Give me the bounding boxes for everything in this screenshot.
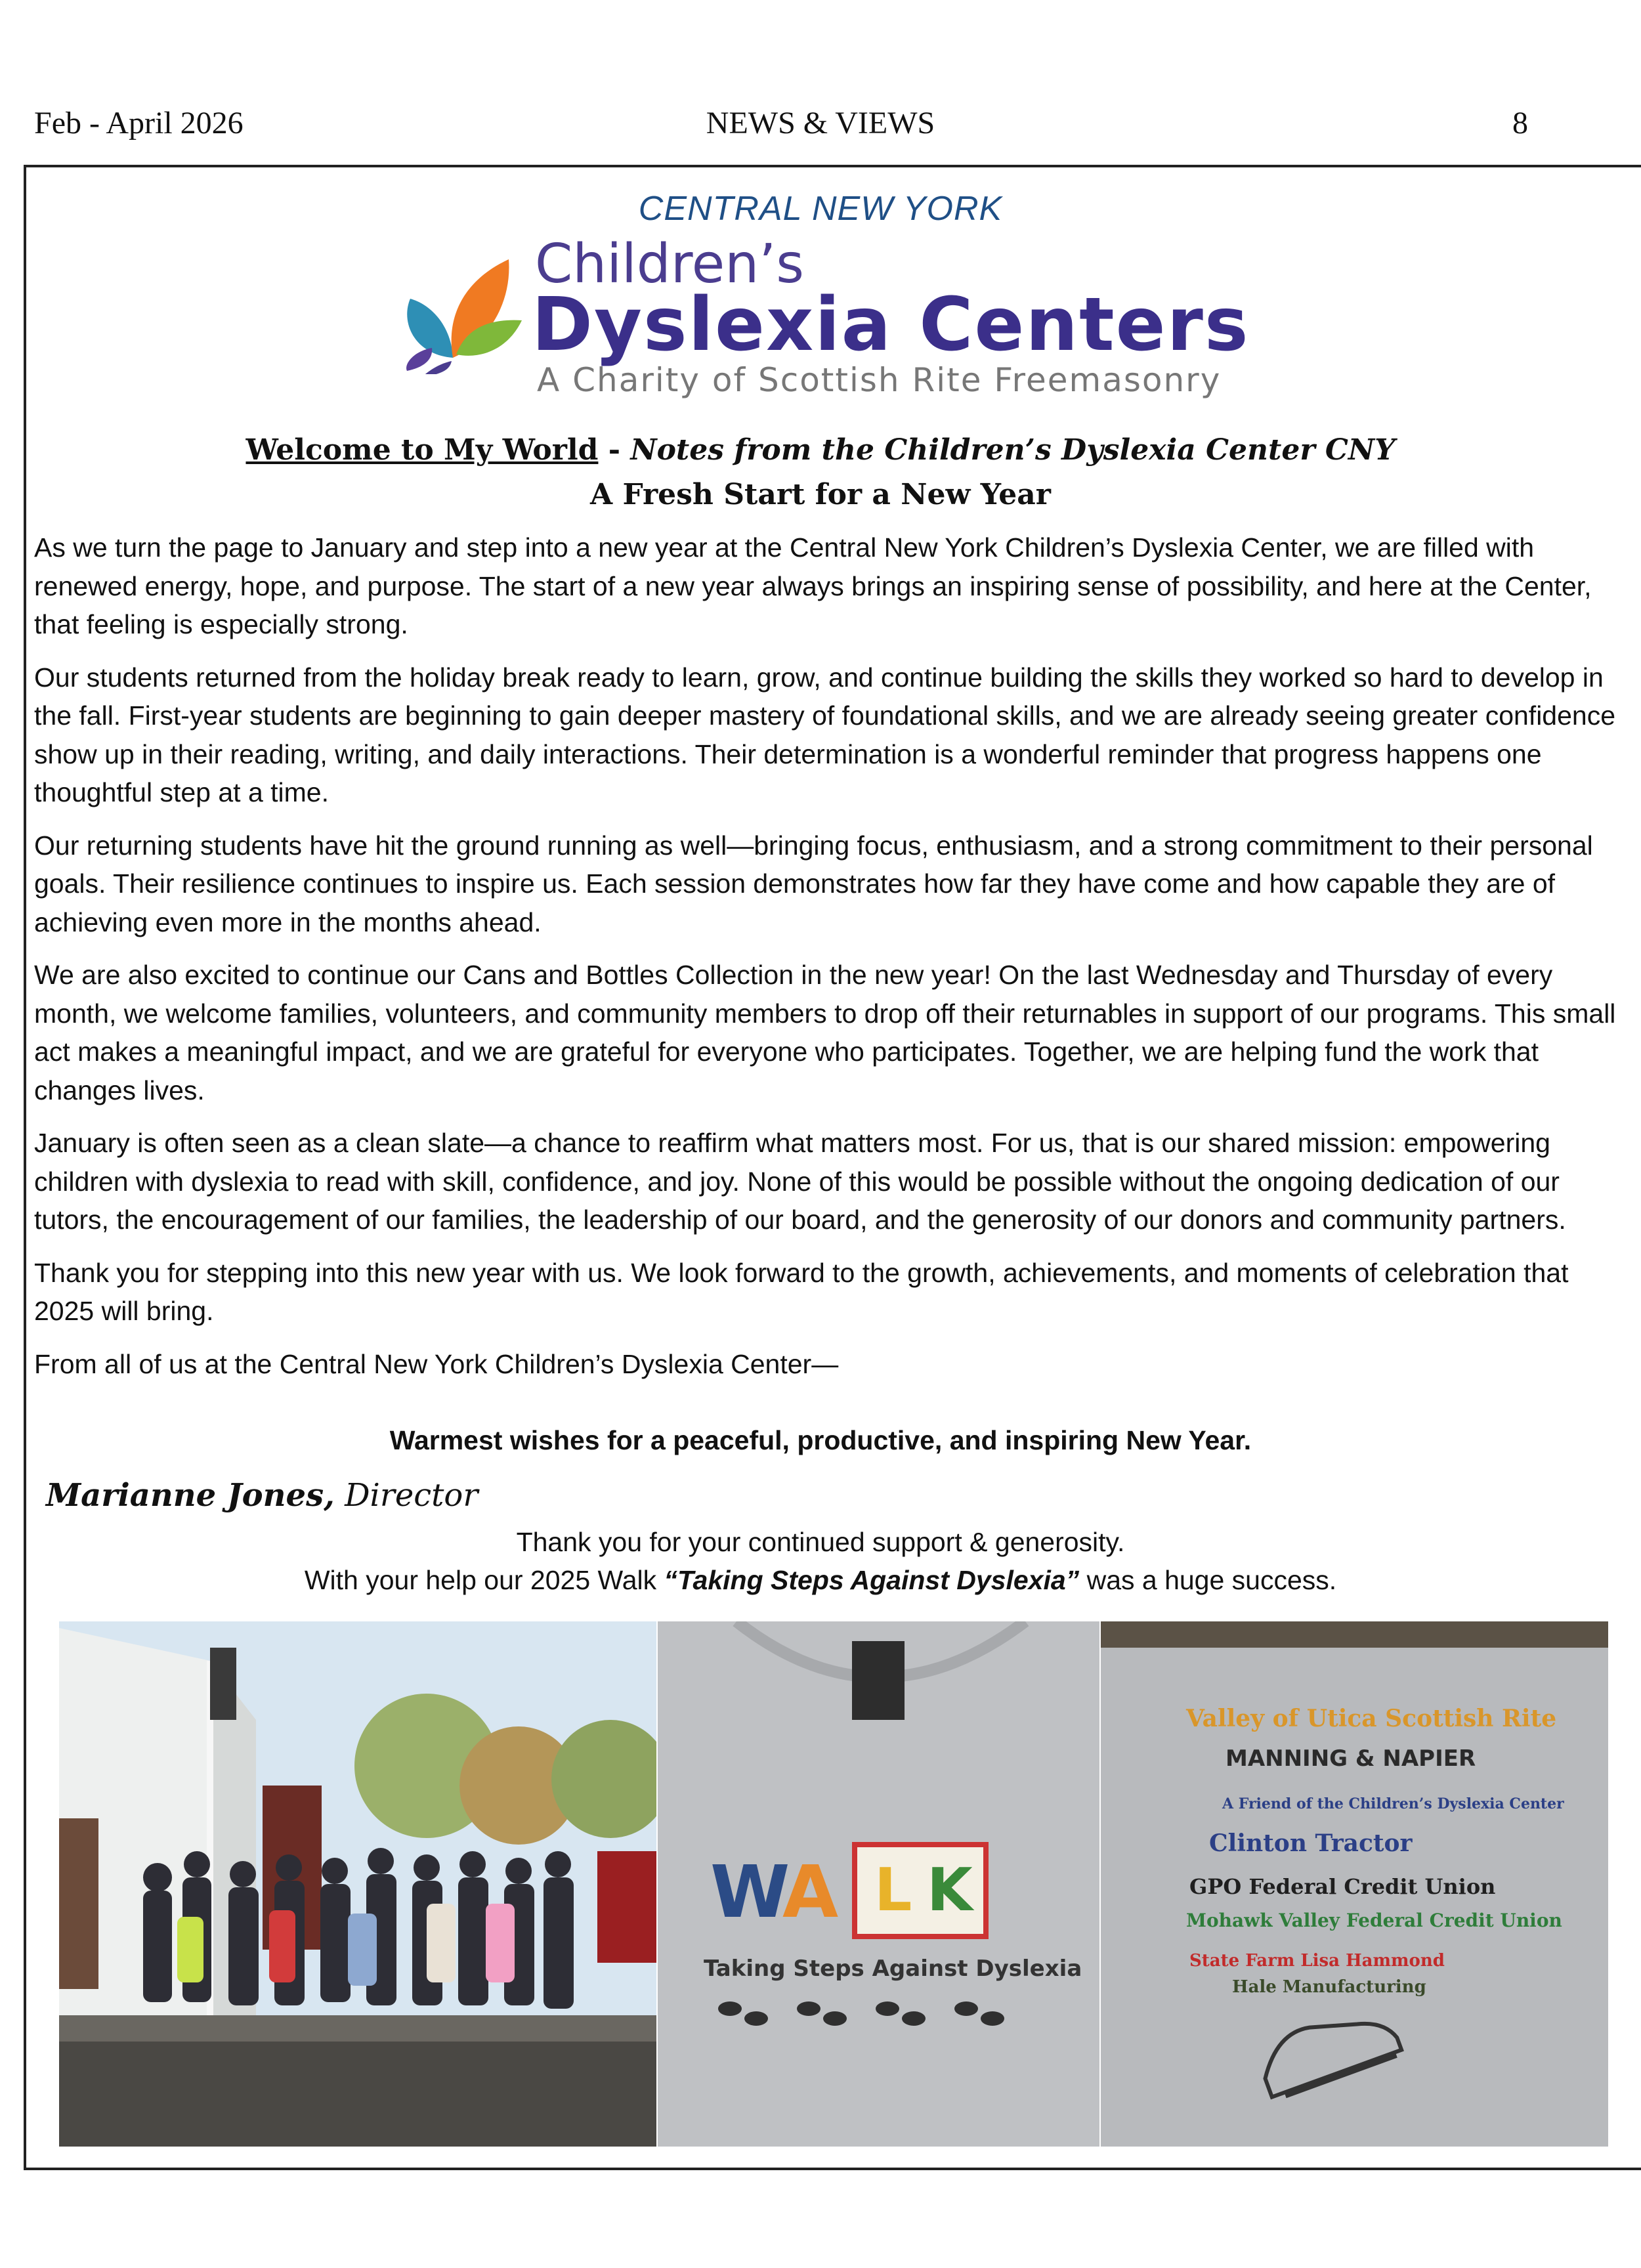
paragraph: As we turn the page to January and step into a new year at the Central New York Children’s Dyslexia Center, we are filled with renewed energy, hope, and purpose. The start of a new year always brings an inspiring sense of possibility, and here at the Center, that feeling is especially strong.: [34, 532, 1592, 639]
sponsor-text: Hale Manufacturing: [1232, 1977, 1426, 1997]
issue-date: Feb - April 2026: [34, 106, 244, 140]
thanks-line-1: Thank you for your continued support & generosity.: [516, 1527, 1125, 1557]
logo-line-2: Dyslexia Centers: [532, 282, 1250, 368]
paragraph: Our returning students have hit the ground running as well—bringing focus, enthusiasm, and a strong commitment to their personal goals. Their resilience continues to inspire us. Each session demonstrates how far they have come and how capable they are of achieving even more in the months ahead.: [34, 830, 1593, 937]
logo-tagline: A Charity of Scottish Rite Freemasonry: [537, 361, 1222, 399]
closing-line: Warmest wishes for a peaceful, productive, and inspiring New Year.: [389, 1425, 1252, 1455]
shirt-back-illustration: [1101, 1621, 1608, 2147]
thanks-post: was a huge success.: [1079, 1565, 1337, 1595]
shirt-front-photo: [658, 1621, 1099, 2147]
walk-letter: K: [927, 1856, 973, 1925]
thanks-pre: With your help our 2025 Walk: [304, 1565, 664, 1595]
sponsor-text: Clinton Tractor: [1209, 1829, 1413, 1857]
sponsor-text: Mohawk Valley Federal Credit Union: [1186, 1910, 1562, 1931]
logo-line-1: Children’s: [535, 233, 804, 295]
title-underlined: Welcome to My World: [245, 433, 599, 467]
group-photo: [59, 1621, 656, 2147]
thanks-block: [0, 1523, 1641, 1599]
article-title: [0, 433, 1641, 467]
walk-letter: A: [782, 1850, 839, 1934]
logo-kicker: CENTRAL NEW YORK: [638, 190, 1003, 228]
cdc-logo: [374, 184, 1359, 407]
group-photo-illustration: [59, 1621, 656, 2147]
leaf-logo-icon: [374, 243, 532, 374]
article-subtitle: A Fresh Start for a New Year: [590, 478, 1051, 511]
sponsor-text: A Friend of the Children’s Dyslexia Center: [1222, 1795, 1564, 1812]
paragraph: January is often seen as a clean slate—a chance to reaffirm what matters most. For us, that is our shared mission: empowering children with dyslexia to read with skill, confidence, and joy. None of this would be possible without the ongoing dedication of our tutors, the encouragement of our families, the leadership of our board, and the generosity of our donors and community partners.: [34, 1128, 1566, 1235]
paragraph: We are also excited to continue our Cans and Bottles Collection in the new year! On the last Wednesday and Thursday of every month, we welcome families, volunteers, and community members to drop off their returnables in support of our programs. This small act makes a meaningful impact, and we are grateful for everyone who participates. Together, we are helping fund the work that changes lives.: [34, 960, 1616, 1105]
sponsor-text: MANNING & NAPIER: [1225, 1745, 1476, 1772]
walk-letter: W: [710, 1850, 790, 1934]
sponsor-text: GPO Federal Credit Union: [1189, 1874, 1496, 1899]
shirt-front-illustration: [658, 1621, 1099, 2147]
signature-name: Marianne Jones,: [46, 1477, 335, 1514]
article-body: [34, 528, 1636, 1398]
page-number: 8: [1512, 106, 1528, 140]
title-separator: -: [598, 433, 631, 467]
walk-tagline: Taking Steps Against Dyslexia: [704, 1956, 1082, 1982]
thanks-line-2: [0, 1561, 1641, 1599]
walk-name: “Taking Steps Against Dyslexia”: [664, 1565, 1080, 1595]
signature-title: Director: [334, 1477, 479, 1514]
walk-letter: L: [874, 1856, 912, 1925]
sponsor-text: Valley of Utica Scottish Rite: [1186, 1705, 1557, 1732]
signature: [46, 1477, 478, 1514]
newsletter-section: NEWS & VIEWS: [706, 106, 935, 140]
sponsor-text: State Farm Lisa Hammond: [1189, 1951, 1445, 1971]
paragraph: From all of us at the Central New York Children’s Dyslexia Center—: [34, 1348, 839, 1379]
page-header: [34, 105, 1607, 151]
paragraph: Our students returned from the holiday break ready to learn, grow, and continue building the skills they worked so hard to develop in the fall. First-year students are beginning to gain deeper mastery of foundational skills, and we are already seeing greater confidence show up in their reading, writing, and daily interactions. Their determination is a wonderful reminder that progress happens one thoughtful step at a time.: [34, 662, 1616, 807]
shirt-back-photo: [1101, 1621, 1608, 2147]
title-italic: Notes from the Children’s Dyslexia Center CNY: [630, 433, 1396, 467]
paragraph: Thank you for stepping into this new year with us. We look forward to the growth, achievements, and moments of celebration that 2025 will bring.: [34, 1257, 1569, 1326]
